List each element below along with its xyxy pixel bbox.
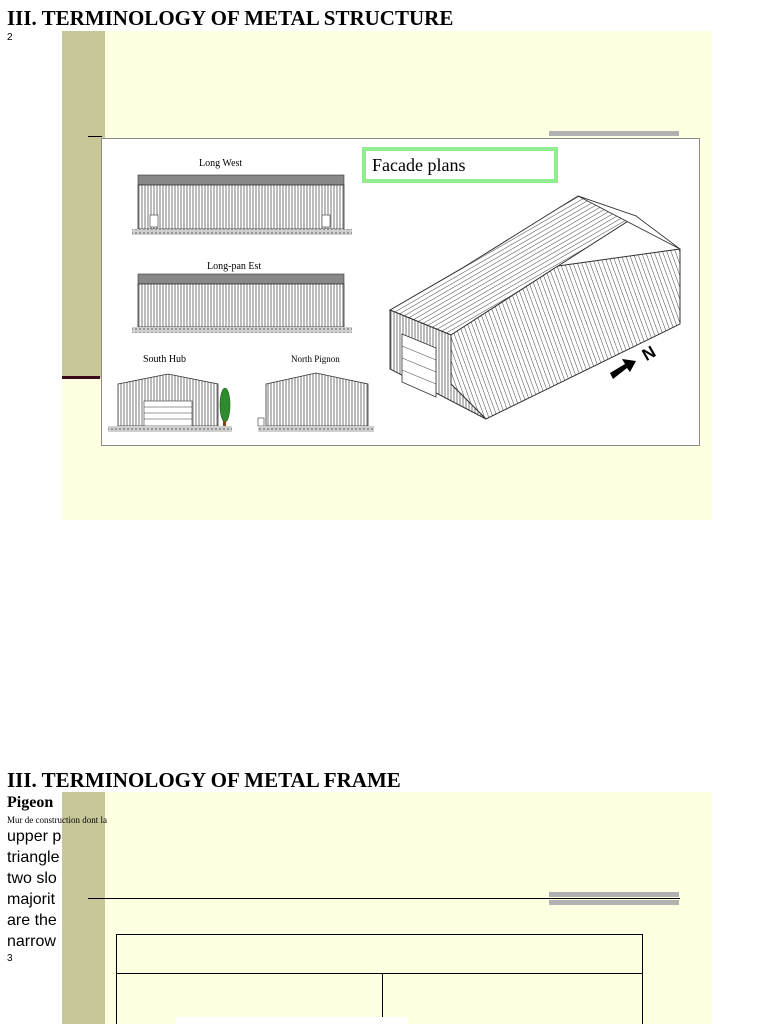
page2-number: 3 xyxy=(7,953,13,964)
label-long-pan-est: Long-pan Est xyxy=(207,261,262,272)
label-north-pignon: North Pignon xyxy=(291,354,340,364)
slide-gray-bar xyxy=(549,131,679,136)
slide2-gray-bar-top xyxy=(549,892,679,897)
slide2-gray-bar-bottom xyxy=(549,900,679,905)
facade-plans-label: Facade plans xyxy=(362,147,558,183)
north-arrow-icon xyxy=(610,359,636,379)
label-long-west: Long West xyxy=(199,158,243,169)
north-pignon-elevation xyxy=(258,373,374,432)
long-pan-est-elevation xyxy=(132,274,352,333)
facade-figure xyxy=(101,138,700,446)
long-west-elevation xyxy=(132,175,352,235)
body-line: majorit xyxy=(7,891,56,908)
body-text xyxy=(7,826,62,952)
slide2-rule xyxy=(88,898,680,899)
compass-north-label: N xyxy=(638,342,659,365)
table-row-divider xyxy=(116,973,643,974)
page2-title: III. TERMINOLOGY OF METAL FRAME xyxy=(7,768,401,792)
sidebar-accent-rule xyxy=(62,376,100,379)
body-line: upper p xyxy=(7,828,62,845)
fr-fragment: Mur de construction dont la xyxy=(7,815,107,825)
facade-drawings xyxy=(102,139,699,445)
page-number: 2 xyxy=(7,32,13,43)
slide2-sidebar xyxy=(62,792,105,1024)
slide-rule xyxy=(88,136,102,137)
body-line: triangle xyxy=(7,849,60,866)
slide-sidebar xyxy=(62,31,105,378)
isometric-building xyxy=(390,196,680,419)
table-image-placeholder xyxy=(176,1017,408,1024)
body-line: are the xyxy=(7,912,57,929)
empty-table xyxy=(116,934,643,1024)
subtitle-pigeon: Pigeon xyxy=(7,794,54,811)
page-title: III. TERMINOLOGY OF METAL STRUCTURE xyxy=(7,6,454,30)
south-hub-elevation xyxy=(108,374,232,432)
label-south-hub: South Hub xyxy=(143,354,187,365)
body-line: two slo xyxy=(7,870,57,887)
body-line: narrow xyxy=(7,933,56,950)
